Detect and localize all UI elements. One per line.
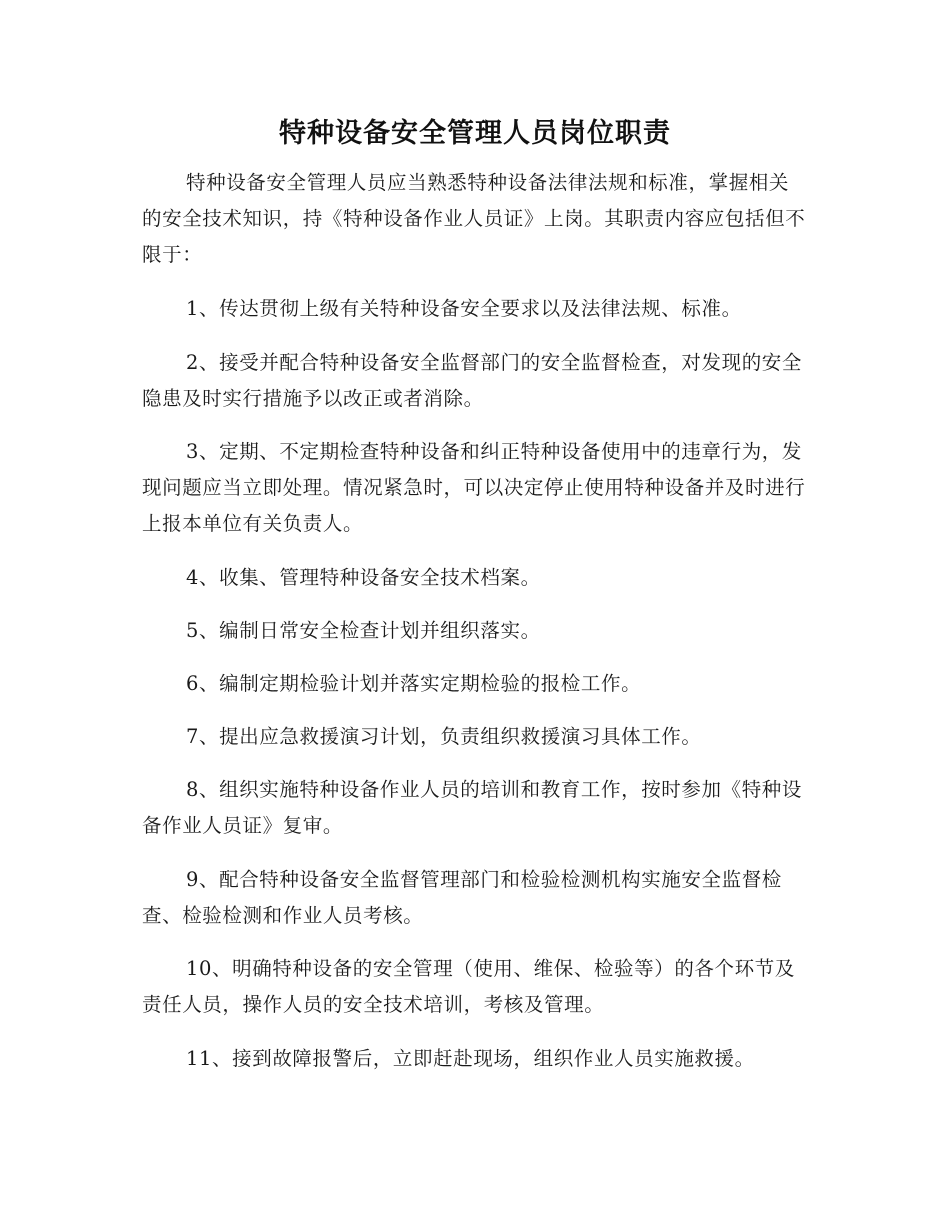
- duty-item-6: 6、编制定期检验计划并落实定期检验的报检工作。: [186, 672, 642, 695]
- duty-item-4: 4、收集、管理特种设备安全技术档案。: [186, 566, 541, 589]
- duty-item-5: 5、编制日常安全检查计划并组织落实。: [186, 619, 541, 642]
- intro-paragraph: 特种设备安全管理人员应当熟悉特种设备法律法规和标准，掌握相关的安全技术知识，持《特种设备作业人员证》上岗。其职责内容应包括但不限于：: [142, 171, 806, 266]
- duty-item-2: 2、接受并配合特种设备安全监督部门的安全监督检查，对发现的安全隐患及时实行措施予以改正或者消除。: [142, 351, 803, 410]
- duty-item-8: 8、组织实施特种设备作业人员的培训和教育工作，按时参加《特种设备作业人员证》复审。: [142, 778, 803, 837]
- document-title: 特种设备安全管理人员岗位职责: [279, 118, 671, 149]
- duty-item-9: 9、配合特种设备安全监督管理部门和检验检测机构实施安全监督检查、检验检测和作业人员考核。: [142, 868, 782, 927]
- duty-item-3: 3、定期、不定期检查特种设备和纠正特种设备使用中的违章行为，发现问题应当立即处理。情况紧急时，可以决定停止使用特种设备并及时进行上报本单位有关负责人。: [142, 440, 806, 535]
- duty-item-1: 1、传达贯彻上级有关特种设备安全要求以及法律法规、标准。: [186, 297, 742, 320]
- duty-item-11: 11、接到故障报警后，立即赶赴现场，组织作业人员实施救援。: [186, 1047, 755, 1070]
- duty-item-10: 10、明确特种设备的安全管理（使用、维保、检验等）的各个环节及责任人员，操作人员的安全技术培训，考核及管理。: [142, 957, 795, 1016]
- duty-item-7: 7、提出应急救援演习计划，负责组织救援演习具体工作。: [186, 725, 702, 748]
